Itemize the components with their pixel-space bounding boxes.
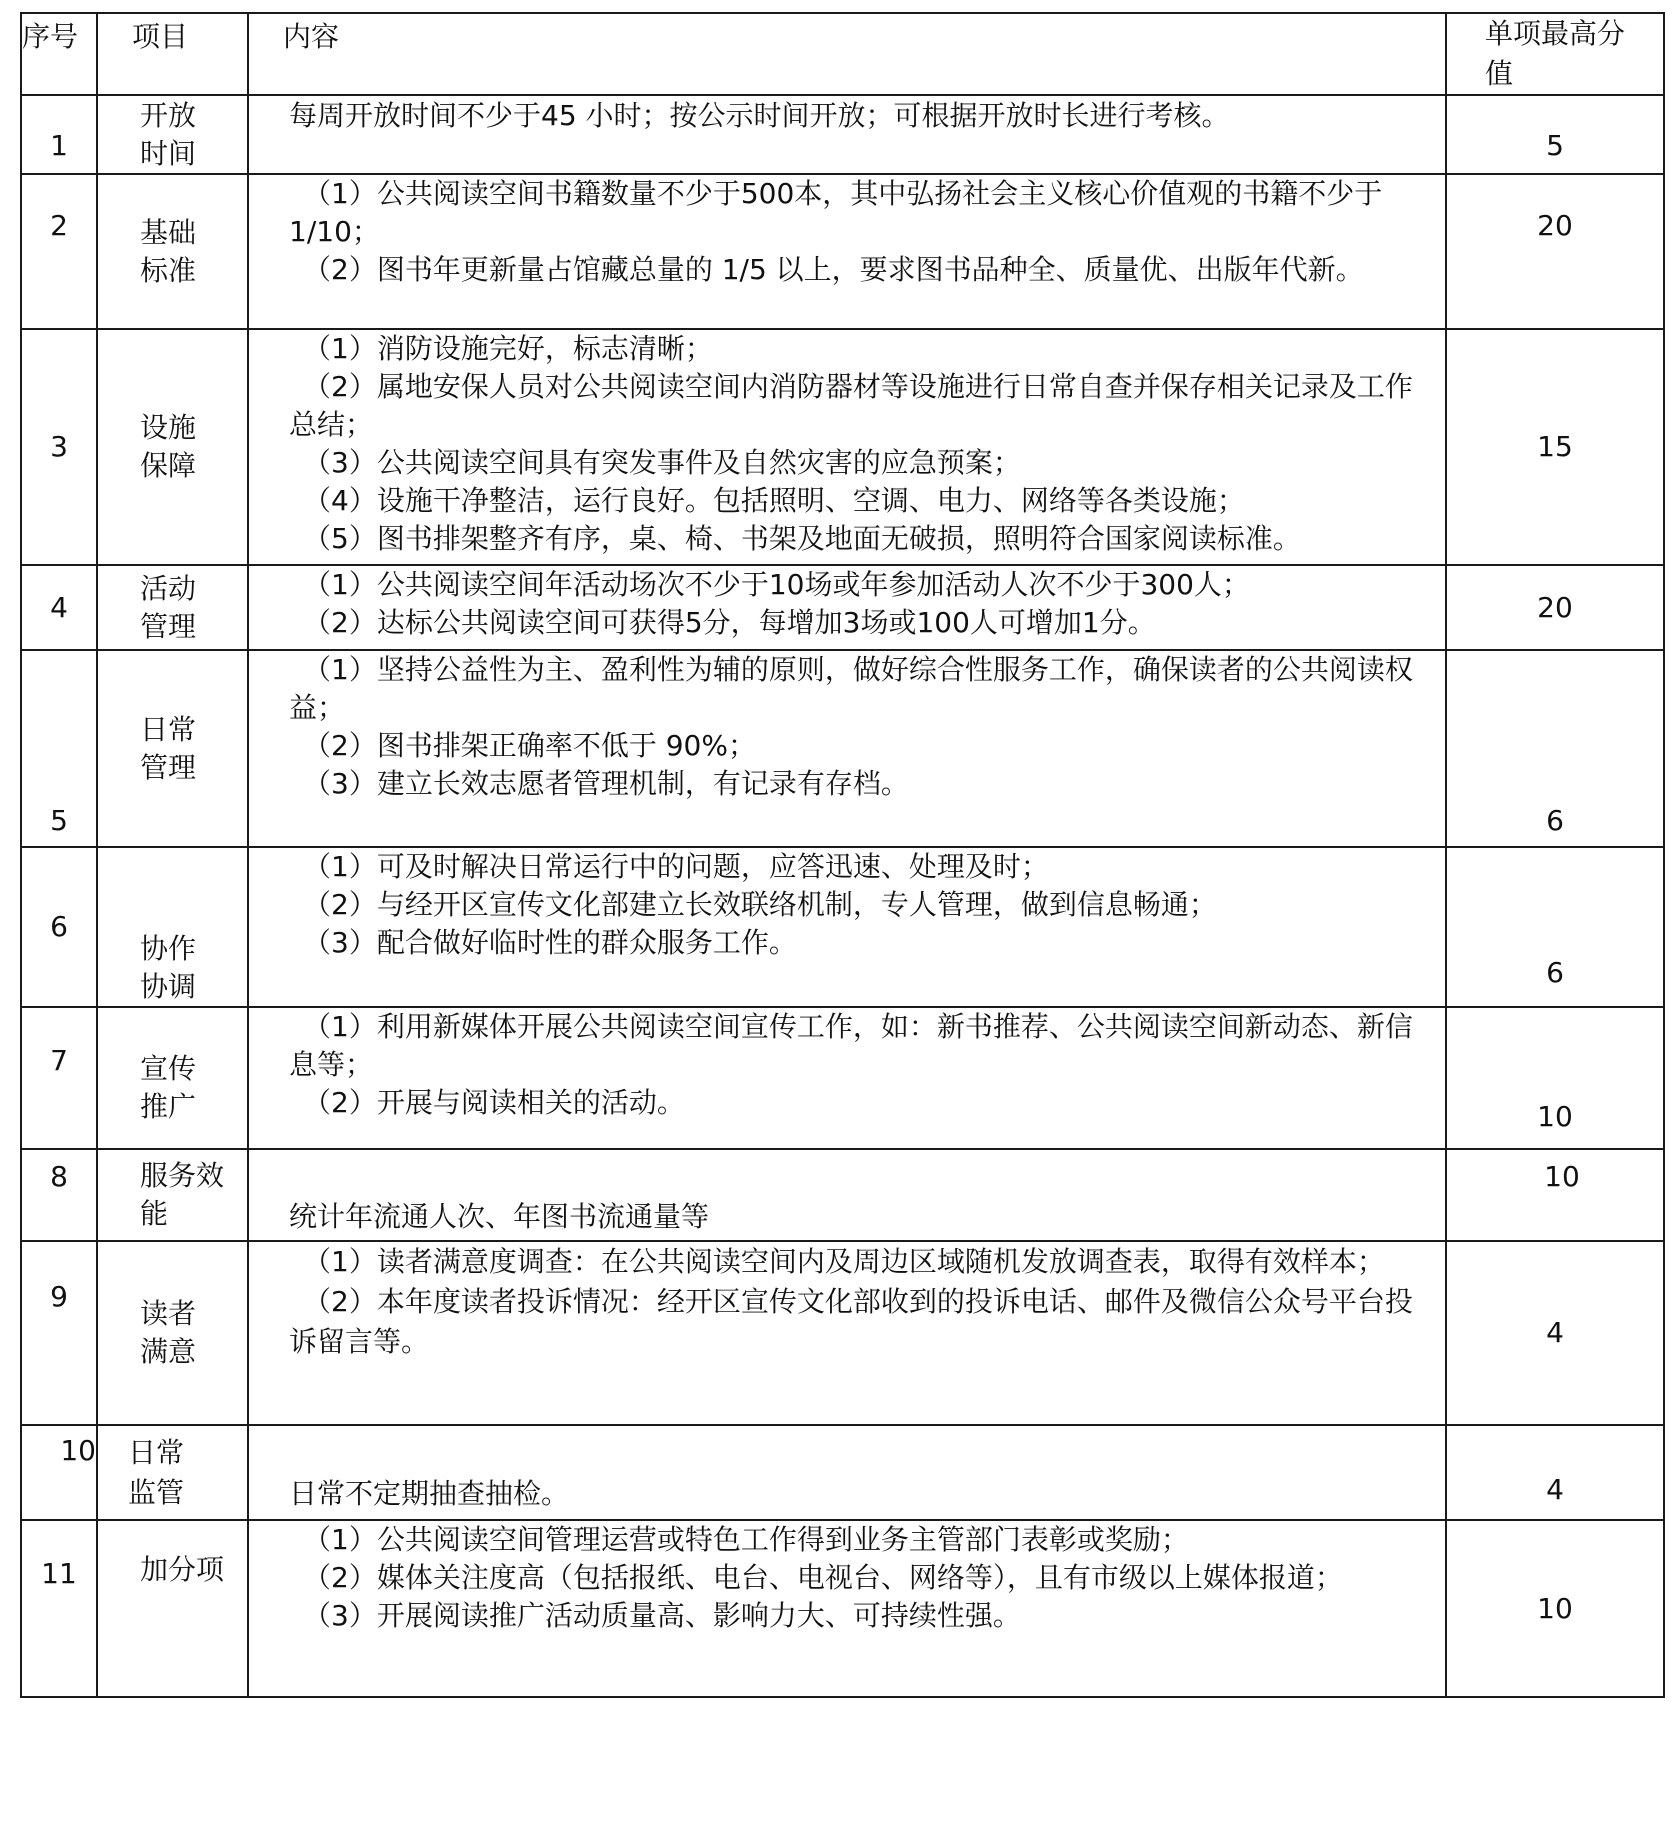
row-no: 6 <box>21 847 97 1007</box>
table-row <box>21 1007 1664 1149</box>
row-score: 20 <box>1446 174 1664 329</box>
row-content <box>248 1241 1446 1425</box>
row-score: 4 <box>1446 1241 1664 1425</box>
row-no: 3 <box>21 329 97 565</box>
row-item <box>97 565 248 650</box>
row-score: 20 <box>1446 565 1664 650</box>
row-score: 10 <box>1446 1007 1664 1149</box>
row-score: 4 <box>1446 1425 1664 1520</box>
content-line: （5）图书排架整齐有序，桌、椅、书架及地面无破损，照明符合国家阅读标准。 <box>303 522 1301 555</box>
content-line: （2）本年度读者投诉情况：经开区宣传文化部收到的投诉电话、邮件及微信公众号平台投诉留言等。 <box>289 1285 1413 1358</box>
row-item <box>97 1241 248 1425</box>
table-row <box>21 847 1664 1007</box>
row-no: 4 <box>21 565 97 650</box>
row-no: 8 <box>21 1149 97 1241</box>
row-item-text: 宣传推广 <box>140 1052 197 1123</box>
content-line: （1）坚持公益性为主、盈利性为辅的原则，做好综合性服务工作，确保读者的公共阅读权益； <box>289 653 1413 724</box>
row-score: 10 <box>1446 1149 1664 1241</box>
content-line: （3）配合做好临时性的群众服务工作。 <box>303 926 797 959</box>
row-score: 6 <box>1446 847 1664 1007</box>
table-header-row <box>21 13 1664 95</box>
content-line: （2）与经开区宣传文化部建立长效联络机制，专人管理，做到信息畅通； <box>303 888 1217 921</box>
content-line: （2）开展与阅读相关的活动。 <box>303 1086 685 1119</box>
row-item-text: 开放时间 <box>140 98 197 170</box>
table-row <box>21 1149 1664 1241</box>
row-no: 7 <box>21 1007 97 1149</box>
row-item-text: 活动管理 <box>140 571 197 643</box>
content-line: （3）公共阅读空间具有突发事件及自然灾害的应急预案； <box>303 446 1021 479</box>
table-row <box>21 1520 1664 1697</box>
row-content <box>248 1520 1446 1697</box>
row-content <box>248 565 1446 650</box>
header-score-text: 单项最高分值 <box>1485 17 1626 90</box>
content-line: （2）属地安保人员对公共阅读空间内消防器材等设施进行日常自查并保存相关记录及工作总结； <box>289 370 1413 441</box>
content-line: （2）图书年更新量占馆藏总量的 1/5 以上，要求图书品种全、质量优、出版年代新。 <box>303 253 1364 286</box>
content-line: （4）设施干净整洁，运行良好。包括照明、空调、电力、网络等各类设施； <box>303 484 1245 517</box>
row-content <box>248 95 1446 174</box>
table-row <box>21 95 1664 174</box>
content-line: （3）开展阅读推广活动质量高、影响力大、可持续性强。 <box>303 1599 1021 1632</box>
content-line: （1）读者满意度调查：在公共阅读空间内及周边区域随机发放调查表，取得有效样本； <box>303 1245 1385 1278</box>
row-score: 6 <box>1446 650 1664 847</box>
content-line: （2）图书排架正确率不低于 90%； <box>303 729 756 762</box>
row-content <box>248 174 1446 329</box>
row-content <box>248 650 1446 847</box>
row-content <box>248 1149 1446 1241</box>
row-item <box>97 1425 248 1520</box>
row-item-text: 读者满意 <box>140 1297 197 1368</box>
table-row <box>21 1241 1664 1425</box>
row-content <box>248 1007 1446 1149</box>
row-item-text: 基础标准 <box>140 215 197 287</box>
row-item <box>97 1520 248 1697</box>
table-row <box>21 1425 1664 1520</box>
content-line: （1）消防设施完好，标志清晰； <box>303 332 713 365</box>
row-item-text: 协作协调 <box>140 932 197 1003</box>
row-item <box>97 1007 248 1149</box>
row-item <box>97 329 248 565</box>
table-row <box>21 174 1664 329</box>
row-no: 10 <box>21 1425 97 1520</box>
row-score: 5 <box>1446 95 1664 174</box>
content-line: （1）公共阅读空间管理运营或特色工作得到业务主管部门表彰或奖励； <box>303 1523 1189 1556</box>
table-row <box>21 565 1664 650</box>
row-score: 10 <box>1446 1520 1664 1697</box>
row-item-text: 日常监管 <box>128 1435 185 1509</box>
content-line: 统计年流通人次、年图书流通量等 <box>289 1200 710 1233</box>
header-content: 内容 <box>248 13 1446 95</box>
row-no: 9 <box>21 1241 97 1425</box>
row-no: 5 <box>21 650 97 847</box>
header-score <box>1446 13 1664 95</box>
scoring-table-container <box>20 12 1665 1698</box>
row-score: 15 <box>1446 329 1664 565</box>
content-line: （1）可及时解决日常运行中的问题，应答迅速、处理及时； <box>303 850 1049 883</box>
content-line: （2）媒体关注度高（包括报纸、电台、电视台、网络等），且有市级以上媒体报道； <box>303 1561 1343 1594</box>
content-line: 每周开放时间不少于45 小时；按公示时间开放；可根据开放时长进行考核。 <box>289 99 1230 132</box>
row-content <box>248 847 1446 1007</box>
row-item-text: 设施保障 <box>140 411 197 482</box>
row-content <box>248 329 1446 565</box>
row-content <box>248 1425 1446 1520</box>
row-no: 11 <box>21 1520 97 1697</box>
row-item-text: 日常管理 <box>140 712 197 784</box>
row-item-text: 服务效能 <box>140 1159 225 1230</box>
row-no: 1 <box>21 95 97 174</box>
content-line: （1）利用新媒体开展公共阅读空间宣传工作，如：新书推荐、公共阅读空间新动态、新信息等； <box>289 1010 1413 1081</box>
scoring-table <box>20 12 1665 1698</box>
header-no: 序号 <box>21 13 97 95</box>
content-line: 日常不定期抽查抽检。 <box>289 1477 570 1510</box>
row-item <box>97 1149 248 1241</box>
table-row <box>21 329 1664 565</box>
content-line: （1）公共阅读空间书籍数量不少于500本，其中弘扬社会主义核心价值观的书籍不少于1/10； <box>289 177 1383 248</box>
content-line: （3）建立长效志愿者管理机制，有记录有存档。 <box>303 767 909 800</box>
content-line: （2）达标公共阅读空间可获得5分，每增加3场或100人可增加1分。 <box>303 606 1156 639</box>
row-item <box>97 650 248 847</box>
row-item-text: 加分项 <box>140 1553 225 1586</box>
header-item: 项目 <box>97 13 248 95</box>
content-line: （1）公共阅读空间年活动场次不少于10场或年参加活动人次不少于300人； <box>303 568 1250 601</box>
row-item <box>97 847 248 1007</box>
table-row <box>21 650 1664 847</box>
row-item <box>97 95 248 174</box>
row-item <box>97 174 248 329</box>
row-no: 2 <box>21 174 97 329</box>
